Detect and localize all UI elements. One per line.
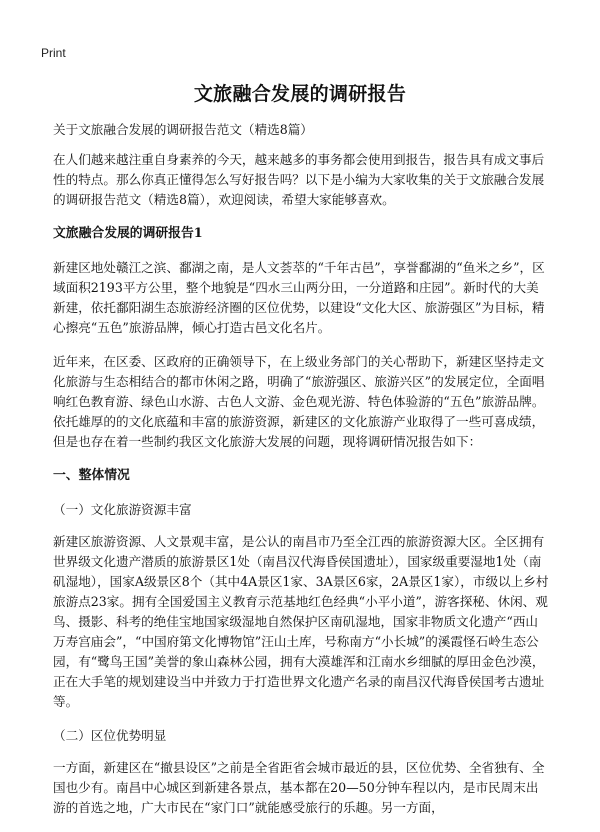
document-body bbox=[53, 120, 550, 832]
paragraph-2: 近年来，在区委、区政府的正确领导下，在上级业务部门的关心帮助下，新建区坚持走文化旅游与生态相结合的都市休闲之路，明确了“旅游强区、旅游兴区”的发展定位，全面唱响红色教育游、绿色山水游、古色人文游、金色观光游、特色体验游的“五色”旅游品牌。依托雄厚的的文化底蕴和丰富的旅游资源，新建区的文化旅游产业取得了一些可喜成绩，但是也存在着一些制约我区文化旅游大发展的问题，现将调研情况报告如下： bbox=[53, 354, 545, 449]
subsection-heading-resources: （一）文化旅游资源丰富 bbox=[53, 502, 192, 517]
paragraph-4: 一方面，新建区在“撤县设区”之前是全省距省会城市最近的县，区位优势、全省独有、全国也少有。南昌中心城区到新建各景点，基本都在20—50分钟车程以内，是市民周末出游的首选之地，广大市民在“家门口”就能感受旅行的乐趣。另一方面， bbox=[53, 760, 545, 815]
document-subtitle: 关于文旅融合发展的调研报告范文（精选8篇） bbox=[53, 122, 313, 137]
paragraph-3: 新建区旅游资源、人文景观丰富，是公认的南昌市乃至全江西的旅游资源大区。全区拥有世界级文化遗产潜质的旅游景区1处（南昌汉代海昏侯国遗址），国家级重要湿地1处（南矶湿地），国家A级景区8个（其中4A景区1家、3A景区6家，2A景区1家），市级以上乡村旅游点23家。拥有全国爱国主义教育示范基地红色经典“小平小道”，游客探秘、休闲、观鸟、摄影、科考的绝佳宝地国家级湿地自然保护区南矶湿地，国家非物质文化遗产“西山万寿宫庙会”，“中国府第文化博物馆”汪山土库，号称南方“小长城”的溪霞怪石岭生态公园，有“鹭鸟王国”美誉的象山森林公园，拥有大漠雄浑和江南水乡细腻的厚田金色沙漠，正在大手笔的规划建设当中并致力于打造世界文化遗产名录的南昌汉代海昏侯国考古遗址等。 bbox=[53, 534, 549, 709]
report-heading: 文旅融合发展的调研报告1 bbox=[53, 226, 203, 241]
intro-paragraph: 在人们越来越注重自身素养的今天，越来越多的事务都会使用到报告，报告具有成文事后性的特点。那么你真正懂得怎么写好报告吗？以下是小编为大家收集的关于文旅融合发展的调研报告范文（精选8篇），欢迎阅读，希望大家能够喜欢。 bbox=[53, 152, 545, 207]
subsection-heading-location: （二）区位优势明显 bbox=[53, 728, 167, 743]
print-link[interactable]: Print bbox=[41, 46, 66, 60]
paragraph-1: 新建区地处赣江之滨、鄱湖之南，是人文荟萃的“千年古邑”，享誉鄱湖的“鱼米之乡”，区域面积2193平方公里，整个地貌是“四水三山两分田，一分道路和庄园”。新时代的大美新建，依托鄱阳湖生态旅游经济圈的区位优势，以建设“文化大区、旅游强区”为目标，精心擦亮“五色”旅游品牌，倾心打造古邑文化名片。 bbox=[53, 260, 545, 335]
page-title: 文旅融合发展的调研报告 bbox=[193, 83, 407, 105]
section-heading-overview: 一、整体情况 bbox=[53, 468, 130, 483]
